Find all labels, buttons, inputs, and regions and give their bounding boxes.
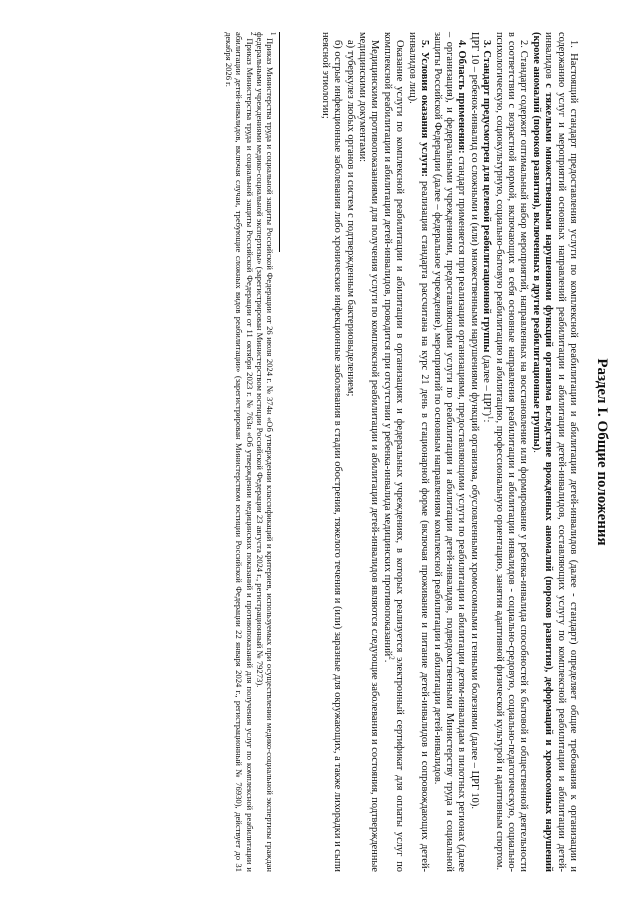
- paragraph-5: [405, 32, 430, 872]
- footnote-ref-2: 2: [387, 656, 396, 660]
- paragraph-2: 2. Стандарт содержит оптимальный набор мероприятий, направленных на восстановление или формирование у ребенка-инвалида способностей к бытовой и общественной деятельности в соответствии с возрастной нормой, включающих в себя основные направления реабилитации и абилитации инвалидов - социально-средовую, социально-педагогическую, социально-психологическую, социокультурную, социально-бытовую реабилитацию и абилитацию, профессиональную ориентацию, занятия адаптивной физической культурой и адаптивным спортом.: [493, 32, 530, 872]
- paragraph-4: [430, 32, 467, 872]
- paragraph-8: а) туберкулез любых органов и систем с подтвержденным бактериовыделением;: [344, 40, 356, 397]
- paragraph-5-text: реализация стандарта рассчитана на курс 21 день в стационарной форме (включая проживание и питание детей-инвалидов и сопровождающих детей-инвалидов лиц).: [406, 32, 431, 872]
- paragraph-3: [480, 32, 495, 872]
- paragraph-1-bold: с тяжелыми множественными нарушениями функций организма вследствие врожденных аномалий (пороков развития), деформаций и хромосомных нарушений (кроме аномалий (пороков развития), включенных в другие реабилитационные группы): [530, 32, 555, 873]
- footnote-2-marker: 2: [248, 32, 257, 36]
- paragraph-6-end: .: [381, 659, 393, 663]
- document-body: [223, 32, 622, 872]
- paragraph-3-bold: 3. Стандарт предусмотрен для целевой реабилитационной группы: [481, 40, 493, 353]
- paragraph-6-text: Оказание услуги по комплексной реабилитации и абилитации в организациях и федеральных учреждениях, в которых реализуется электронный сертификат для оплаты услуг по комплексной реабилитации и абилитации детей-инвалидов, проводится при отсутствии у ребенка-инвалида медицинских противопоказаний: [381, 32, 406, 872]
- paragraph-1-end: .: [530, 450, 542, 453]
- footnote-1-marker: 1: [269, 32, 278, 36]
- footnote-2: [223, 32, 257, 872]
- paragraph-4-text: стандарт применяется при реализации организациями, предоставляющими услуги по реабилитации и абилитации детям-инвалидам в пилотных регионах (далее – организация), и федеральными учреждениями, предоставляющими услуги по реабилитации и абилитации детей-инвалидов, подведомственными Министерству труда и социальной защиты Российской Федерации (далее – федеральное учреждение), мероприятий по основным направлениям комплексной реабилитации и абилитации детей-инвалидов.: [431, 32, 468, 873]
- footnote-1: [255, 32, 276, 872]
- paragraph-4-bold: 4. Область применения:: [456, 40, 468, 154]
- footnote-2-text: Приказ Министерства труда и социальной защиты Российской Федерации от 11 октября 2023 г. № 763н «Об утверждении медицинских показаний и противопоказаний для получения услуг по комплексной реабилитации и абилитации детей-инвалидов, включая случаи, требующие сложных видов реабилитации» (зарегистрирован Министерством юстиции Российской Федерации 22 января 2024 г., регистрационный № 76930), действует до 31 декабря 2026 г.: [223, 32, 255, 872]
- paragraph-1-start: 1. Настоящий стандарт предоставления услуги по комплексной реабилитации и абилитации детей-инвалидов (далее - стандарт) определяет общие требования к организации и содержанию услуг и мероприятий основных направлений реабилитации и абилитации детей-инвалидов, составляющих услугу по комплексной реабилитации и абилитации детей-инвалидов: [543, 32, 579, 872]
- section-title: Раздел I. Общие положения: [594, 358, 610, 546]
- paragraph-3-end2: :: [481, 419, 493, 423]
- paragraph-6: [381, 32, 406, 872]
- footnote-ref-1: 1: [486, 416, 495, 420]
- paragraph-5-bold: 5. Условия оказания услуги:: [419, 40, 431, 177]
- paragraph-7: Медицинскими противопоказаниями для получения услуги по комплексной реабилитации и абилитации детей-инвалидов являются следующие заболевания и состояния, подтвержденные медицинскими документами:: [357, 32, 381, 872]
- paragraph-1: [529, 32, 579, 872]
- paragraph-9: б) острые инфекционные заболевания либо хронические инфекционные заболевания в стадии обострения, тяжелого течения и (или) заразные для окружающих, а также лихорадки и сыпи неясной этиологии;: [319, 32, 344, 872]
- footnote-1-text: Приказ Министерства труда и социальной защиты Российской Федерации от 26 июля 2024 г. № 374н «Об утверждении классификаций и критериев, используемых при осуществлении медико-социальной экспертизы граждан федеральными учреждениями медико-социальной экспертизы» (зарегистрирован Министерством юстиции Российской Федерации 23 августа 2024 г., регистрационный № 79273).: [255, 32, 276, 872]
- footnote-divider: [279, 32, 280, 252]
- paragraph-3-end: (далее – ЦРГ): [481, 352, 493, 417]
- paragraph-3b: ЦРГ 10 – ребенок-инвалид со сложными и (или) множественными нарушениями функций организма, обусловленными хромосомными и генными болезнями (далее – ЦРГ 10).: [468, 32, 480, 809]
